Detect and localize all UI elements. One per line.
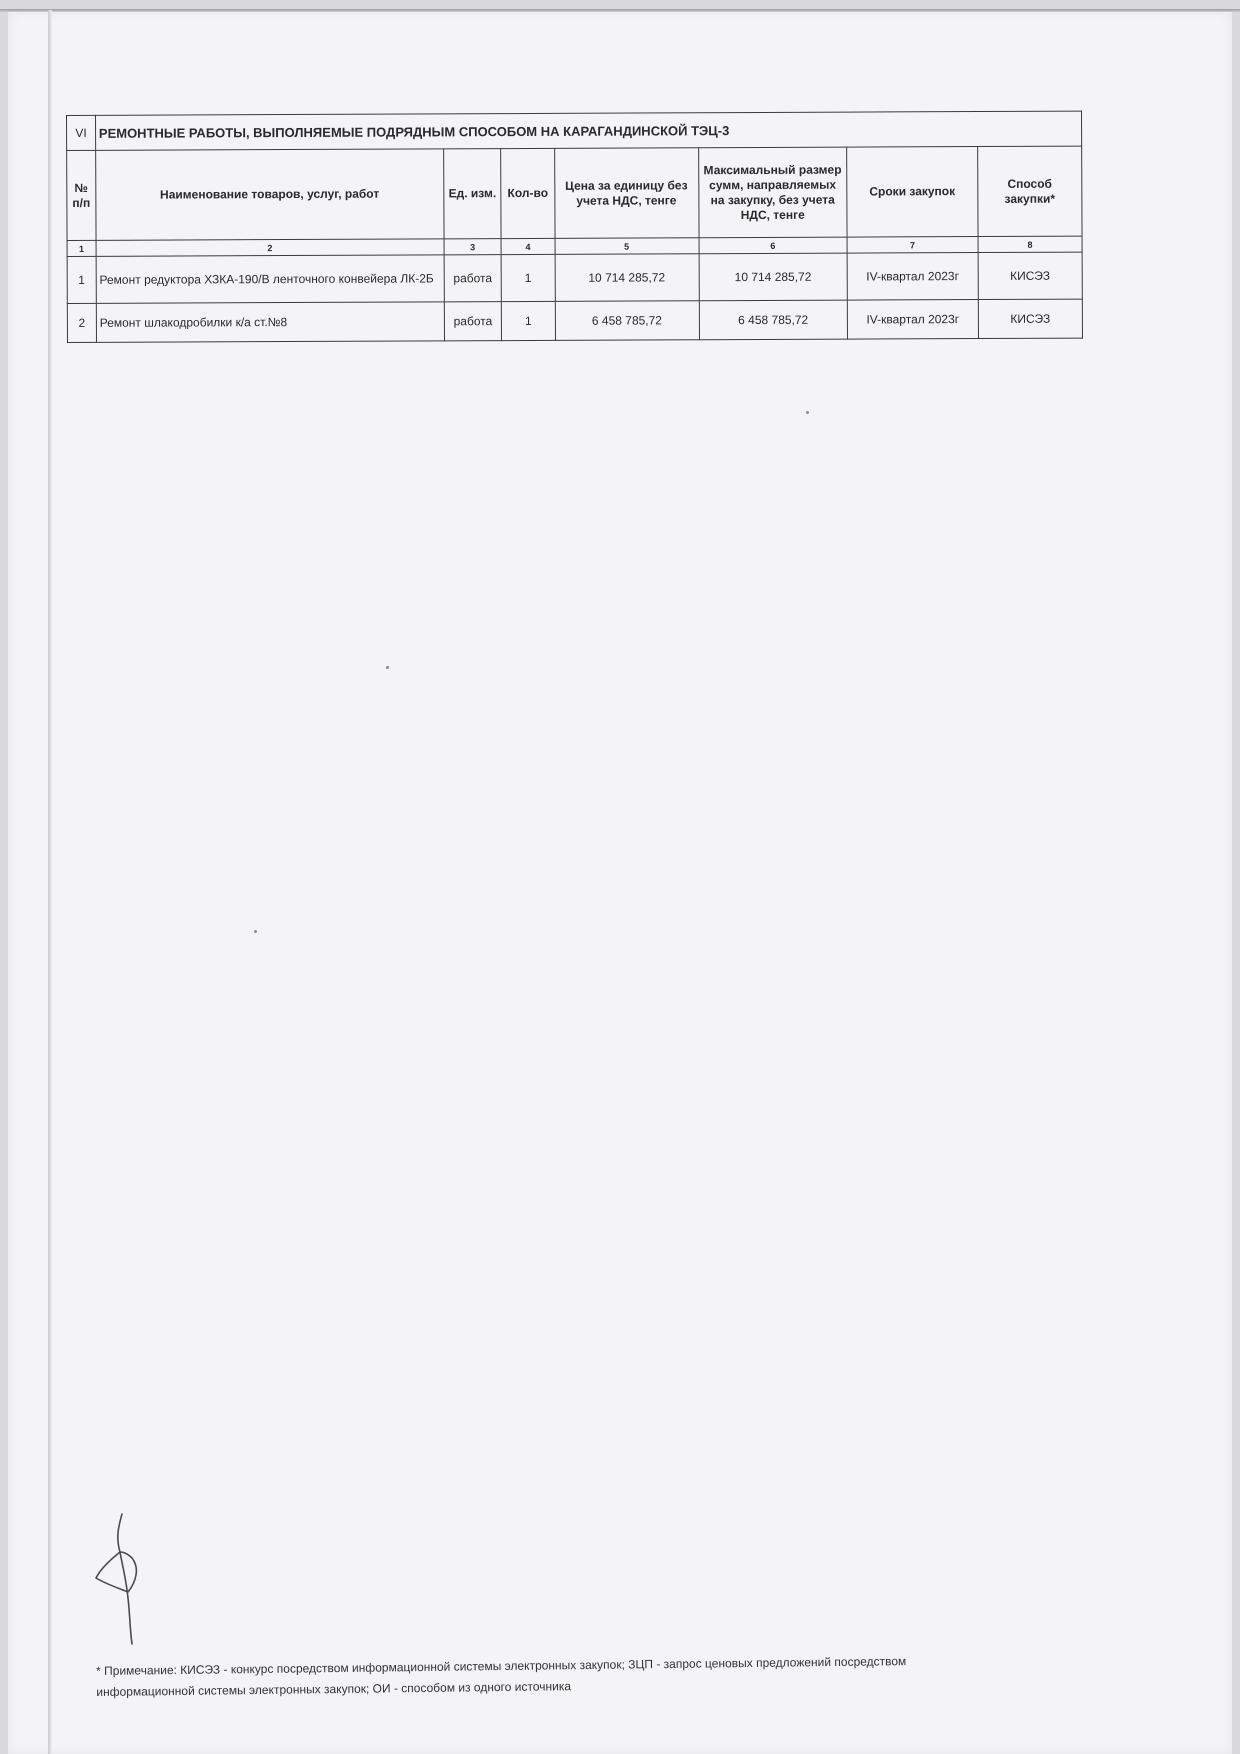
header-period: Сроки закупок	[847, 147, 978, 238]
column-index: 7	[847, 237, 978, 254]
row-number: 2	[67, 303, 96, 342]
row-unit-price: 6 458 785,72	[555, 301, 699, 341]
column-index: 8	[978, 236, 1082, 252]
column-index: 5	[555, 238, 699, 255]
table-row	[67, 252, 1082, 303]
row-period: IV-квартал 2023г	[847, 300, 978, 340]
header-max-amount: Максимальный размер сумм, направляемых на закупку, без учета НДС, тенге	[698, 147, 847, 238]
row-period: IV-квартал 2023г	[847, 253, 978, 301]
row-max-amount: 10 714 285,72	[699, 253, 848, 301]
column-index: 6	[699, 237, 848, 254]
table-row	[67, 299, 1082, 342]
row-number: 1	[67, 256, 96, 303]
header-unit-price: Цена за единицу без учета НДС, тенге	[554, 148, 698, 239]
column-header-row	[67, 146, 1082, 240]
procurement-table-container	[66, 111, 1083, 343]
header-method: Способ закупки*	[977, 146, 1082, 236]
section-header-row	[67, 111, 1082, 150]
row-method: КИСЭЗ	[978, 299, 1082, 338]
page-fold-line	[48, 10, 52, 1754]
row-qty: 1	[502, 301, 555, 340]
scan-speck	[806, 411, 809, 414]
header-name: Наименование товаров, услуг, работ	[95, 149, 443, 241]
scan-speck	[386, 666, 389, 669]
column-index: 4	[501, 238, 554, 254]
column-index: 2	[96, 239, 444, 257]
scan-speck	[254, 930, 257, 933]
row-qty: 1	[501, 254, 554, 301]
procurement-table	[66, 111, 1083, 343]
row-max-amount: 6 458 785,72	[699, 300, 848, 340]
header-unit: Ед. изм.	[443, 149, 501, 239]
footnote-line: информационной системы электронных закупок; ОИ - способом из одного источника	[96, 1679, 572, 1699]
section-number: VI	[67, 115, 96, 150]
row-unit-price: 10 714 285,72	[555, 254, 699, 302]
handwritten-signature	[92, 1508, 158, 1648]
row-name: Ремонт шлакодробилки к/а ст.№8	[96, 302, 444, 343]
column-index: 3	[444, 239, 502, 255]
column-index: 1	[67, 240, 96, 256]
row-method: КИСЭЗ	[978, 252, 1082, 299]
section-title: РЕМОНТНЫЕ РАБОТЫ, ВЫПОЛНЯЕМЫЕ ПОДРЯДНЫМ СПОСОБОМ НА КАРАГАНДИНСКОЙ ТЭЦ-3	[95, 111, 1081, 150]
row-unit: работа	[444, 255, 502, 302]
footnote-line: * Примечание: КИСЭЗ - конкурс посредством информационной системы электронных закупок; ЗЦП - запрос ценовых предложений посредством	[96, 1654, 907, 1678]
header-number: № п/п	[67, 150, 96, 240]
header-qty: Кол-во	[501, 148, 555, 238]
row-name: Ремонт редуктора ХЗКА-190/В ленточного конвейера ЛК-2Б	[96, 255, 444, 304]
row-unit: работа	[444, 302, 502, 341]
